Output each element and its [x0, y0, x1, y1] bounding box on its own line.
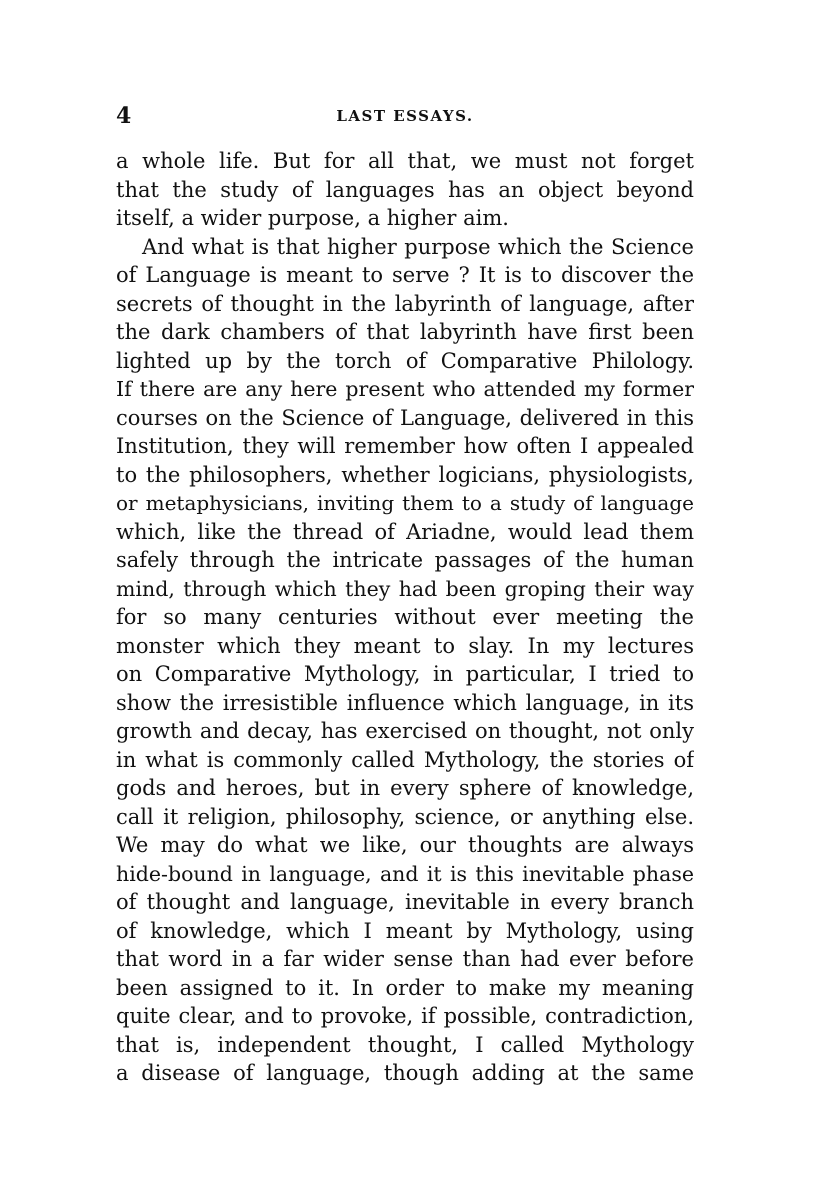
text-line: to the philosophers, whether logicians, physiologists, — [116, 462, 694, 487]
text-line: call it religion, philosophy, science, or anything else. — [116, 804, 694, 829]
text-line: that word in a far wider sense than had ever before — [116, 947, 694, 971]
text-line: And what is that higher purpose which the Science — [142, 234, 694, 259]
text-line: been assigned to it. In order to make my meaning — [116, 975, 694, 1000]
text-line: If there are any here present who attended my former — [116, 377, 694, 401]
text-line: which, like the thread of Ariadne, would lead them — [116, 519, 694, 544]
text-line: hide-bound in language, and it is this inevitable phase — [116, 861, 694, 886]
text-line: quite clear, and to provoke, if possible, contradiction, — [116, 1004, 694, 1028]
page-number: 4 — [116, 103, 132, 129]
text-line: itself, a wider purpose, a higher aim. — [116, 206, 509, 230]
running-title: LAST ESSAYS. — [336, 107, 474, 125]
text-line: of thought and language, inevitable in every branch — [116, 890, 694, 914]
text-line: a whole life. But for all that, we must not forget — [116, 149, 694, 173]
body-text — [116, 147, 694, 1088]
text-line: or metaphysicians, inviting them to a study of language — [116, 491, 694, 515]
text-line: the dark chambers of that labyrinth have first been — [116, 320, 694, 344]
text-line: lighted up by the torch of Comparative Philology. — [116, 348, 694, 373]
text-line: secrets of thought in the labyrinth of language, after — [116, 291, 694, 316]
text-line: growth and decay, has exercised on thought, not only — [116, 719, 694, 743]
text-line: We may do what we like, our thoughts are always — [116, 833, 694, 857]
text-line: in what is commonly called Mythology, the stories of — [116, 747, 694, 772]
text-line: for so many centuries without ever meeting the — [116, 605, 694, 629]
text-line: monster which they meant to slay. In my lectures — [116, 633, 694, 658]
text-line: that is, independent thought, I called Mythology — [116, 1032, 694, 1057]
text-line: that the study of languages has an object beyond — [116, 177, 694, 202]
text-line: safely through the intricate passages of the human — [116, 548, 694, 572]
text-line: show the irresistible influence which language, in its — [116, 690, 694, 715]
text-line: of knowledge, which I meant by Mythology, using — [116, 918, 694, 943]
text-line: Institution, they will remember how often I appealed — [116, 434, 694, 458]
running-head — [116, 103, 694, 129]
text-line: mind, through which they had been groping their way — [116, 576, 694, 601]
text-line: of Language is meant to serve ? It is to discover the — [116, 263, 694, 287]
text-line: a disease of language, though adding at the same — [116, 1061, 694, 1085]
text-line: gods and heroes, but in every sphere of knowledge, — [116, 776, 694, 800]
text-line: on Comparative Mythology, in particular, I tried to — [116, 662, 694, 686]
text-line: courses on the Science of Language, delivered in this — [116, 405, 694, 430]
